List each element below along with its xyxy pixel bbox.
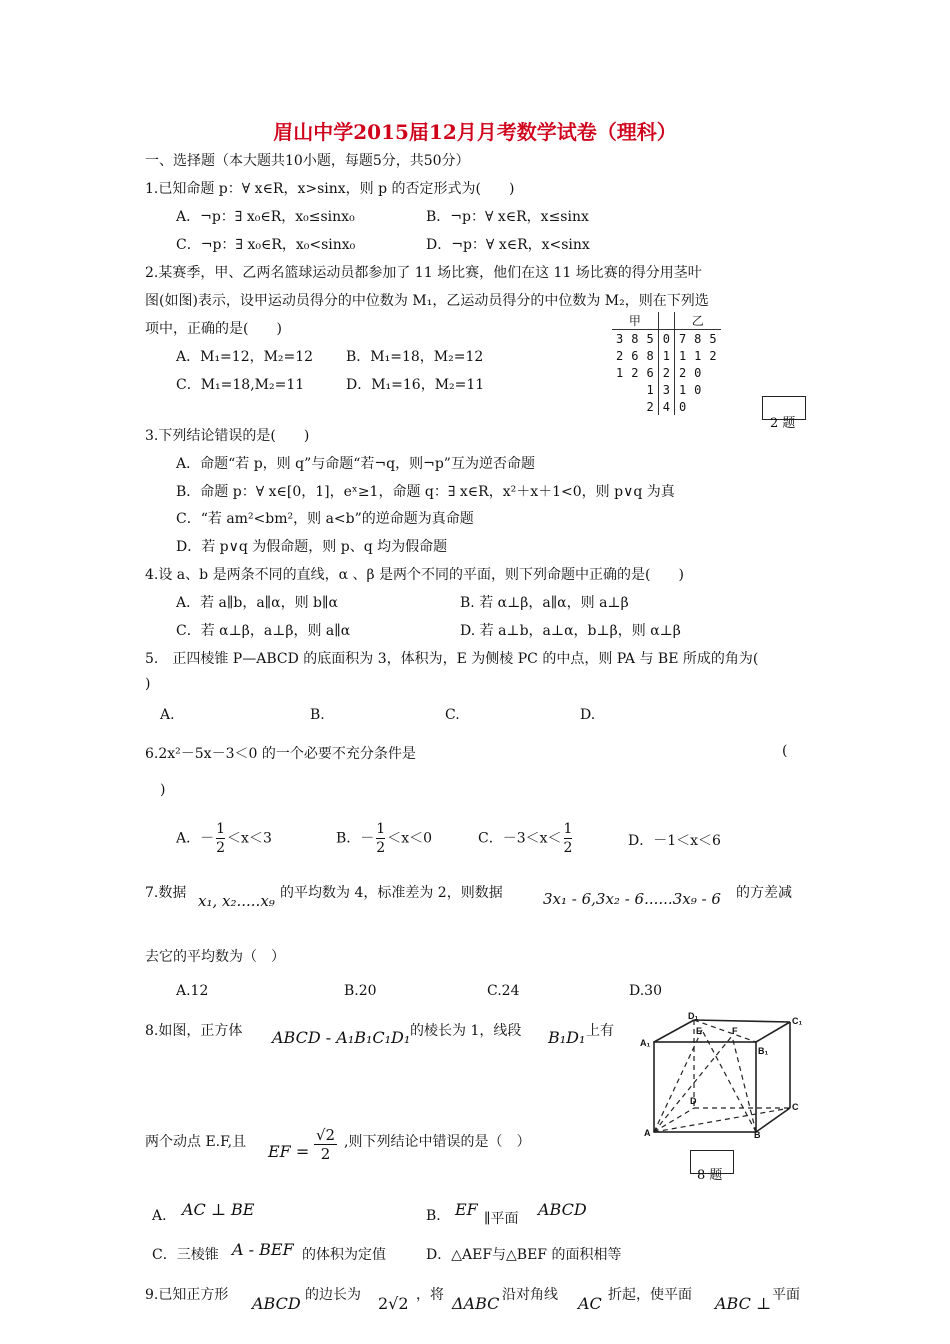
q8-option-c-pre: C．三棱锥 — [152, 1247, 219, 1263]
q8-option-c-math: A - BEF — [232, 1240, 294, 1259]
question-7-line2: 去它的平均数为（ ） — [145, 949, 285, 965]
q8-option-c-post: 的体积为定值 — [302, 1247, 386, 1263]
question-3-stem: 3.下列结论错误的是( ) — [145, 428, 310, 444]
vertex-label-e: E — [696, 1026, 703, 1036]
q5-option-c: C. — [445, 707, 460, 723]
question-8-mid: 的棱长为 1，线段 — [410, 1023, 522, 1039]
q8-option-a: AC ⊥ BE — [182, 1200, 255, 1219]
cube-edge — [756, 1022, 790, 1042]
question-8-pre: 8.如图，正方体 — [145, 1023, 243, 1039]
question-4-stem: 4.设 a、b 是两条不同的直线，α 、β 是两个不同的平面，则下列命题中正确的是( ) — [145, 567, 684, 583]
vertex-label-c1: C₁ — [792, 1016, 803, 1026]
stem-leaf-row: 2 4 0 — [646, 399, 687, 414]
q9-diagonal: AC — [578, 1294, 602, 1313]
vertex-label-a: A — [644, 1128, 651, 1138]
question-5-line1: 5. 正四棱锥 P—ABCD 的底面积为 3，体积为，E 为侧棱 PC 的中点，则 PA 与 BE 所成的角为( — [145, 651, 759, 667]
stem-leaf-label-yi: 乙 — [674, 312, 720, 330]
q9-square: ABCD — [252, 1294, 301, 1313]
diagonal-ac — [654, 1108, 790, 1132]
q8-option-b-plane: ABCD — [538, 1200, 587, 1219]
vertex-label-b1: B₁ — [758, 1046, 769, 1056]
cube-front-face — [654, 1042, 756, 1132]
vertex-label-b: B — [754, 1130, 761, 1140]
stem-leaf-row: 2 6 8 1 1 1 2 — [616, 348, 717, 363]
q8-ef-fraction — [314, 1126, 337, 1163]
question-2-line1: 2.某赛季，甲、乙两名篮球运动员都参加了 11 场比赛，他们在这 11 场比赛的得分用茎叶 — [145, 265, 702, 281]
q1-option-c: C．¬p：∃ x₀∈R，x₀<sinx₀ — [176, 237, 356, 253]
vertex-label-c: C — [792, 1102, 799, 1112]
q1-option-d: D．¬p：∀ x∈R，x<sinx — [426, 237, 590, 253]
question-8-post: 上有 — [586, 1023, 614, 1039]
q8-ef-label: EF = — [268, 1142, 310, 1161]
q9-text-3: 沿对角线 — [502, 1287, 558, 1303]
vertex-label-f: F — [732, 1026, 738, 1036]
q6-option-c: C．－3＜x＜ $\frac{1}{2}$ — [478, 821, 573, 856]
q9-text-2: ，将 — [416, 1287, 444, 1303]
vertex-label-d: D — [690, 1096, 697, 1106]
page-title: 眉山中学2015届12月月考数学试卷（理科） — [273, 120, 677, 144]
q9-plane: ABC ⊥ — [715, 1294, 771, 1313]
question-2-line2: 图(如图)表示，设甲运动员得分的中位数为 M₁，乙运动员得分的中位数为 M₂，则在下列选 — [145, 293, 709, 309]
q7-data-set-1: x₁, x₂.....x₉ — [198, 892, 275, 910]
q5-option-a: A. — [160, 707, 175, 723]
cube-edge — [654, 1020, 694, 1042]
q9-triangle: ΔABC — [452, 1294, 500, 1313]
q8-option-b-text: ∥平面 — [484, 1211, 519, 1227]
q3-option-c: C．“若 am²<bm²，则 a<b”的逆命题为真命题 — [176, 511, 474, 527]
q7-option-d: D.30 — [629, 983, 662, 999]
q1-option-a: A．¬p：∃ x₀∈R，x₀≤sinx₀ — [176, 209, 355, 225]
figure-2-caption: 2 题 — [770, 416, 796, 431]
question-7-mid: 的平均数为 4，标准差为 2，则数据 — [280, 885, 503, 901]
q7-data-set-2: 3x₁ - 6,3x₂ - 6......3x₉ - 6 — [543, 890, 721, 908]
q8-fraction-numerator: √2 — [316, 1126, 336, 1144]
q4-option-c: C．若 α⊥β，a⊥β，则 a∥α — [176, 623, 351, 639]
q2-option-a: A．M₁=12，M₂=12 — [176, 349, 314, 365]
diagonal-b1d1 — [694, 1020, 756, 1042]
q5-option-b: B. — [310, 707, 325, 723]
q9-text-4: 折起，使平面 — [608, 1287, 692, 1303]
figure-8-caption: 8 题 — [697, 1168, 723, 1183]
question-2-line3: 项中，正确的是( ) — [145, 321, 282, 337]
question-7-post: 的方差减 — [736, 885, 792, 901]
cube-figure — [640, 1010, 810, 1140]
q8-option-d: D．△AEF与△BEF 的面积相等 — [426, 1247, 622, 1263]
q4-option-a: A．若 a∥b，a∥α，则 b∥α — [176, 595, 338, 611]
question-1-stem: 1.已知命题 p：∀ x∈R，x>sinx，则 p 的否定形式为( ) — [145, 181, 515, 197]
vertex-label-a1: A₁ — [640, 1038, 651, 1048]
q7-option-a: A.12 — [176, 983, 209, 999]
q3-option-b: B．命题 p：∀ x∈[0，1]，eˣ≥1，命题 q：∃ x∈R，x²＋x＋1<0，则 p∨q 为真 — [176, 484, 675, 500]
stem-leaf-row: 1 3 1 0 — [646, 382, 702, 397]
question-5-line2: ) — [145, 676, 151, 692]
q2-option-d: D．M₁=16，M₂=11 — [346, 377, 485, 393]
q8-segment: B₁D₁ — [548, 1028, 586, 1047]
q9-text-5: 平面 — [772, 1287, 800, 1303]
q4-option-d: D. 若 a⊥b，a⊥α，b⊥β，则 α⊥β — [460, 623, 681, 639]
stem-leaf-label-jia: 甲 — [612, 312, 658, 330]
section-heading: 一、选择题（本大题共10小题，每题5分，共50分） — [145, 153, 470, 169]
q8-fraction-denominator: 2 — [320, 1145, 331, 1163]
q7-option-b: B.20 — [344, 983, 377, 999]
vertex-label-d1: D₁ — [688, 1011, 699, 1021]
q2-option-c: C．M₁=18,M₂=11 — [176, 377, 305, 393]
question-8-line2-post: ,则下列结论中错误的是（ ） — [344, 1134, 531, 1150]
q6-option-d: D．－1＜x＜6 — [628, 833, 721, 849]
cube-edge — [694, 1020, 790, 1022]
q3-option-d: D．若 p∨q 为假命题，则 p、q 均为假命题 — [176, 539, 448, 555]
q6-paren-open: ( — [782, 743, 788, 759]
q1-option-b: B．¬p：∀ x∈R，x≤sinx — [426, 209, 589, 225]
q7-option-c: C.24 — [487, 983, 520, 999]
question-8-line2-pre: 两个动点 E.F,且 — [145, 1134, 247, 1150]
stem-leaf-row: 1 2 6 2 2 0 — [616, 365, 702, 380]
question-9-pre: 9.已知正方形 — [145, 1287, 229, 1303]
stem-leaf-row: 3 8 5 0 7 8 5 — [616, 331, 717, 346]
q5-option-d: D. — [580, 707, 596, 723]
q8-option-b-label: B. — [426, 1208, 441, 1224]
question-7-pre: 7.数据 — [145, 885, 187, 901]
q3-option-a: A．命题“若 p，则 q”与命题“若¬q，则¬p”互为逆否命题 — [176, 456, 535, 472]
q8-option-a-label: A. — [152, 1208, 167, 1224]
q8-cube-name: ABCD - A₁B₁C₁D₁ — [272, 1028, 411, 1047]
q6-option-a: A．－ $\frac{1}{2}$ ＜x＜3 — [176, 821, 272, 856]
q4-option-b: B. 若 α⊥β，a∥α，则 a⊥β — [460, 595, 629, 611]
q6-paren-close: ) — [160, 782, 166, 798]
q9-text-1: 的边长为 — [305, 1287, 361, 1303]
q8-option-b-math: EF — [455, 1200, 478, 1219]
question-6-stem: 6.2x²－5x－3＜0 的一个必要不充分条件是 — [145, 746, 416, 762]
q6-option-b: B．－ $\frac{1}{2}$ ＜x＜0 — [336, 821, 433, 856]
segment-be — [702, 1030, 756, 1132]
q2-option-b: B．M₁=18，M₂=12 — [346, 349, 484, 365]
q9-side-length: 2√2 — [378, 1294, 409, 1313]
